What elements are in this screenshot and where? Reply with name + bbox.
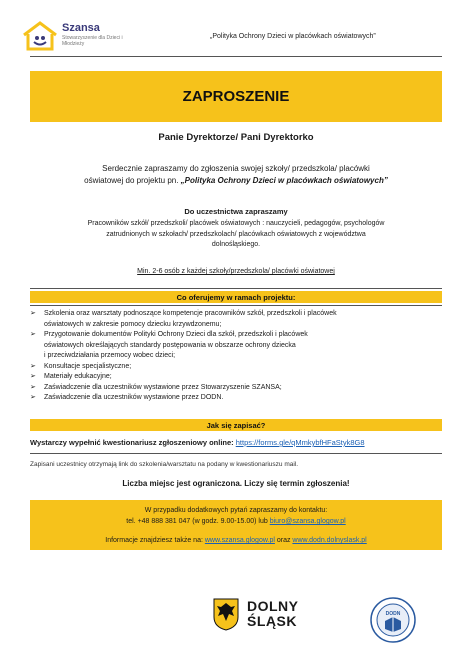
contact-line-1: W przypadku dodatkowych pytań zapraszamy do kontaktu: bbox=[144, 507, 328, 514]
header-project-title: „Polityka Ochrony Dzieci w placówkach oświatowych” bbox=[210, 33, 376, 40]
dolny-slask-logo bbox=[247, 599, 299, 629]
arrow-bullet-icon: ➢ bbox=[30, 362, 36, 370]
offer-list bbox=[30, 309, 442, 404]
arrow-bullet-icon: ➢ bbox=[30, 331, 36, 338]
list-item: ➢ Zaświadczenie dla uczestników wystawione przez Stowarzyszenie SZANSA; bbox=[30, 383, 442, 394]
participation-line-2: zatrudnionych w szkołach/ przedszkolach/ placówkach oświatowych z województwa bbox=[106, 230, 366, 238]
participation-text bbox=[30, 219, 442, 251]
offer-divider-top bbox=[30, 288, 442, 289]
info-prefix: Informacje znajdziesz także na: bbox=[105, 537, 205, 544]
dodn-site-link[interactable]: www.dodn.dolnyslask.pl bbox=[292, 537, 367, 544]
minimum-participants: Min. 2-6 osób z każdej szkoły/przedszkola/ placówki oświatowej bbox=[137, 268, 335, 275]
offer-heading: Co oferujemy w ramach projektu: bbox=[30, 291, 442, 303]
arrow-bullet-icon: ➢ bbox=[30, 373, 36, 380]
info-mid: oraz bbox=[274, 537, 293, 544]
logo-tagline: Stowarzyszenie dla Dzieci i Młodzieży bbox=[62, 35, 123, 47]
contact-info-line bbox=[30, 537, 442, 544]
arrow-bullet-icon: ➢ bbox=[30, 310, 36, 317]
intro-line-2 bbox=[30, 175, 442, 187]
list-item: ➢ Szkolenia oraz warsztaty podnoszące kompetencje pracowników szkół, przedszkoli i placówek oświatowych w zakresie pomocy dziecku krzywdzonemu; bbox=[30, 310, 337, 328]
intro-prefix: oświatowej do projektu pn. bbox=[84, 176, 181, 185]
list-item: ➢ Przygotowanie dokumentów Polityki Ochrony Dzieci dla szkół, przedszkoli i placówek oświatowych określających standardy postępowania w obszarze ochrony dziecka i przeciwdziałania przemocy wobec dzieci; bbox=[30, 331, 308, 359]
region-line-2: ŚLĄSK bbox=[247, 613, 297, 629]
list-item: ➢ Konsultacje specjalistyczne; bbox=[30, 362, 442, 373]
arrow-bullet-icon: ➢ bbox=[30, 383, 36, 391]
survey-text: Wystarczy wypełnić kwestionariusz zgłoszeniowy online: bbox=[30, 438, 236, 447]
header-divider bbox=[30, 56, 442, 57]
participation-heading: Do uczestnictwa zapraszamy bbox=[184, 207, 288, 216]
dodn-seal-icon bbox=[370, 597, 416, 643]
szansa-site-link[interactable]: www.szansa.glogow.pl bbox=[204, 537, 275, 544]
survey-line bbox=[30, 438, 365, 447]
limited-places-notice: Liczba miejsc jest ograniczona. Liczy się termin zgłoszenia! bbox=[122, 479, 350, 488]
participation-line-3: dolnośląskiego. bbox=[211, 241, 261, 248]
szansa-logo-icon bbox=[22, 21, 58, 51]
survey-divider bbox=[30, 453, 442, 454]
survey-link[interactable]: https://forms.gle/qMmkybfHFaStyk8G8 bbox=[235, 438, 365, 447]
salutation: Panie Dyrektorze/ Pani Dyrektorko bbox=[158, 132, 314, 143]
contact-phone: tel. +48 888 381 047 (w godz. 9.00-15.00) lub bbox=[126, 518, 270, 525]
signup-heading: Jak się zapisać? bbox=[30, 419, 442, 431]
logo-name: Szansa bbox=[62, 22, 100, 34]
svg-text:DODN: DODN bbox=[385, 611, 401, 617]
list-item: ➢ Zaświadczenie dla uczestników wystawione przez DODN. bbox=[30, 393, 442, 404]
participation-line-1: Pracowników szkół/ przedszkoli/ placówek oświatowych : nauczycieli, pedagogów, psychologów bbox=[87, 220, 385, 227]
offer-divider-bottom bbox=[30, 305, 442, 306]
invitation-title: ZAPROSZENIE bbox=[30, 71, 442, 122]
intro-line-1: Serdecznie zapraszamy do zgłoszenia swojej szkoły/ przedszkola/ placówki bbox=[102, 164, 370, 173]
contact-email-link[interactable]: biuro@szansa.glogow.pl bbox=[269, 518, 346, 525]
signup-note: Zapisani uczestnicy otrzymają link do szkolenia/warsztatu na podany w kwestionariuszu mail. bbox=[30, 461, 299, 468]
arrow-bullet-icon: ➢ bbox=[30, 394, 36, 401]
region-line-1: DOLNY bbox=[247, 598, 299, 614]
project-name: „Polityka Ochrony Dzieci w placówkach oświatowych” bbox=[180, 176, 388, 185]
contact-line-2 bbox=[30, 518, 442, 525]
intro-paragraph bbox=[30, 163, 442, 187]
eagle-crest-icon bbox=[213, 597, 239, 631]
list-item: ➢ Materiały edukacyjne; bbox=[30, 372, 442, 383]
